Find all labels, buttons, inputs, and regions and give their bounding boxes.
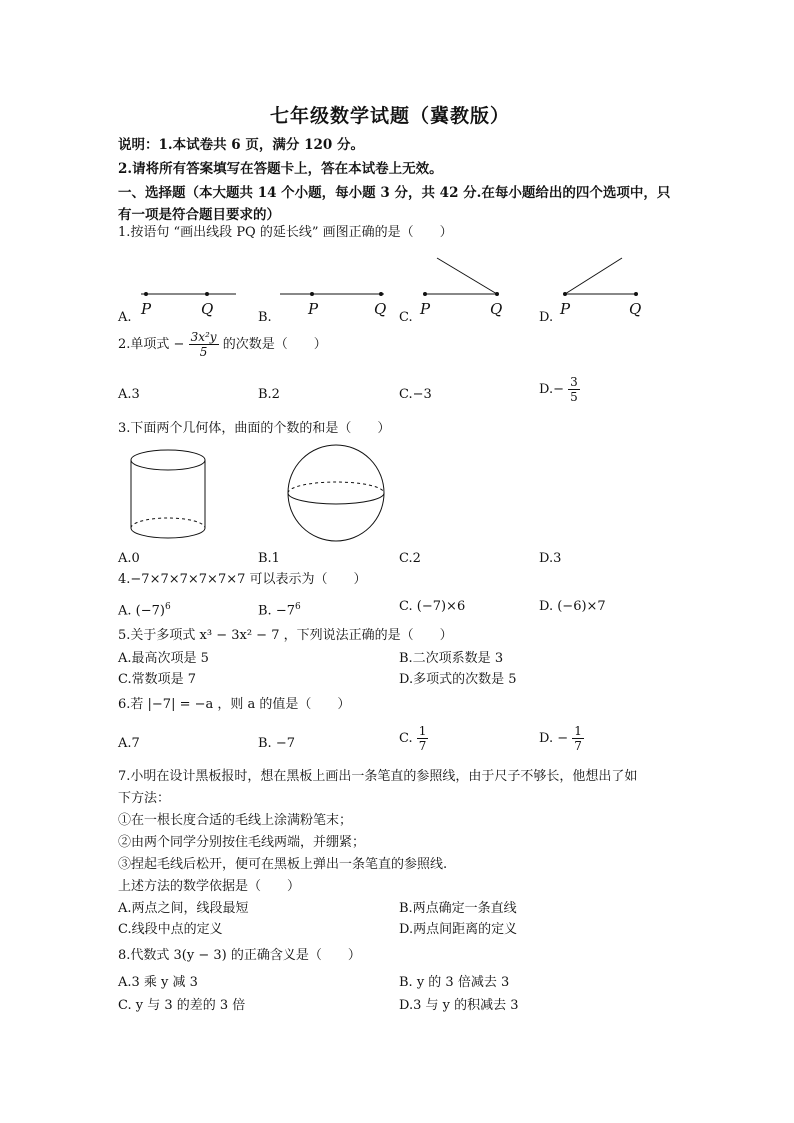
q4-option-d: D. (−6)×7 <box>539 599 606 614</box>
q3-figures <box>0 443 794 553</box>
q2-option-d-fraction <box>568 375 580 404</box>
q6-option-b: B. −7 <box>258 736 295 751</box>
q1-a-label-q: Q <box>201 300 214 318</box>
section-heading-line-2: 有一项是符合题目要求的） <box>118 207 280 223</box>
q7-stem-line-2: 下方法： <box>118 791 171 806</box>
q1-a-label-p: P <box>141 300 152 318</box>
q1-option-d: D. <box>539 310 554 325</box>
q6-d-den: 7 <box>574 739 582 753</box>
q6-option-c-label: C. <box>399 731 413 746</box>
q1-figure-b <box>280 292 386 318</box>
q1-b-label-q: Q <box>374 300 387 318</box>
q6-c-den: 7 <box>418 739 427 753</box>
q7-stem-line-1: 7.小明在设计黑板报时，想在黑板上画出一条笔直的参照线，由于尺子不够长，他想出了如 <box>118 769 638 784</box>
q4-option-b-exp: 6 <box>294 602 301 612</box>
q2-frac-num: 3x²y <box>190 330 217 344</box>
q6-option-d-label: D. − <box>539 731 569 746</box>
q2-option-b: B.2 <box>258 387 280 402</box>
q1-d-label-q: Q <box>629 300 642 318</box>
q6-d-num: 1 <box>574 724 582 738</box>
sphere-figure <box>288 445 384 541</box>
q2-stem-post: 的次数是（ ） <box>222 337 327 352</box>
q7-step-3: ③捏起毛线后松开，便可在黑板上弹出一条笔直的参照线. <box>118 857 448 872</box>
q7-ask: 上述方法的数学依据是（ ） <box>118 879 301 894</box>
q1-option-c: C. <box>399 310 413 325</box>
q2-d-num: 3 <box>570 375 578 389</box>
q7-option-a: A.两点之间，线段最短 <box>118 901 249 916</box>
q4-option-a-exp: 6 <box>164 602 171 612</box>
q1-d-label-p: P <box>560 300 571 318</box>
q1-b-label-p: P <box>308 300 319 318</box>
q2-option-d-label: D.− <box>539 382 564 397</box>
q1-option-b: B. <box>258 310 272 325</box>
q8-option-c: C. y 与 3 的差的 3 倍 <box>118 998 246 1013</box>
q4-option-a <box>118 599 171 619</box>
section-heading-line-1: 一、选择题（本大题共 14 个小题，每小题 3 分，共 42 分.在每小题给出的四个选项中，只 <box>118 185 671 201</box>
q1-figure-c <box>419 258 502 318</box>
q1-option-a: A. <box>118 310 132 325</box>
q3-stem: 3.下面两个几何体，曲面的个数的和是（ ） <box>118 421 391 436</box>
q6-option-d <box>539 724 584 753</box>
q5-stem: 5.关于多项式 x³ − 3x² − 7 ，下列说法正确的是（ ） <box>118 628 453 643</box>
q1-c-label-p: P <box>420 300 431 318</box>
q1-stem: 1.按语句 “画出线段 PQ 的延长线” 画图正确的是（ ） <box>118 225 453 240</box>
q2-frac-den: 5 <box>199 345 208 359</box>
q6-option-d-fraction <box>572 724 584 753</box>
q6-option-c-fraction <box>417 724 429 753</box>
q2-d-den: 5 <box>570 390 578 404</box>
q7-option-d: D.两点间距离的定义 <box>399 922 518 937</box>
q8-option-a: A.3 乘 y 减 3 <box>118 975 198 990</box>
q7-step-1: ①在一根长度合适的毛线上涂满粉笔末； <box>118 813 353 828</box>
q6-c-num: 1 <box>418 724 427 738</box>
q8-option-d: D.3 与 y 的积减去 3 <box>399 998 519 1013</box>
q6-option-a: A.7 <box>118 736 140 751</box>
q3-option-d: D.3 <box>539 551 562 566</box>
q2-option-d <box>539 375 580 404</box>
q6-stem: 6.若 |−7| = −a ，则 a 的值是（ ） <box>118 697 351 712</box>
q4-option-c: C. (−7)×6 <box>399 599 466 614</box>
q4-option-b-base: B. −7 <box>258 603 295 619</box>
q3-option-c: C.2 <box>399 551 421 566</box>
q2-option-c: C.−3 <box>399 387 432 402</box>
q5-option-d: D.多项式的次数是 5 <box>399 672 517 687</box>
q2-monomial-fraction <box>189 330 219 359</box>
q5-option-a: A.最高次项是 5 <box>118 651 209 666</box>
note-line-1: 说明：1.本试卷共 6 页，满分 120 分。 <box>118 137 364 153</box>
cylinder-figure <box>131 450 205 538</box>
q2-option-a: A.3 <box>118 387 140 402</box>
q8-option-b: B. y 的 3 倍减去 3 <box>399 975 510 990</box>
q6-option-c <box>399 724 428 753</box>
q2-stem-pre: 2.单项式 − <box>118 337 185 352</box>
q1-figure-a <box>140 292 236 318</box>
q4-option-a-base: A. (−7) <box>118 603 165 619</box>
q8-stem: 8.代数式 3(y − 3) 的正确含义是（ ） <box>118 948 361 963</box>
note-line-2: 2.请将所有答案填写在答题卡上，答在本试卷上无效。 <box>118 161 443 177</box>
q7-step-2: ②由两个同学分别按住毛线两端，并绷紧； <box>118 835 366 850</box>
q3-option-b: B.1 <box>258 551 280 566</box>
q7-option-c: C.线段中点的定义 <box>118 922 223 937</box>
q1-figure-d <box>559 258 641 318</box>
q5-option-b: B.二次项系数是 3 <box>399 651 504 666</box>
q5-option-c: C.常数项是 7 <box>118 672 197 687</box>
q1-c-label-q: Q <box>490 300 503 318</box>
q4-stem: 4.−7×7×7×7×7×7 可以表示为（ ） <box>118 572 367 587</box>
page-title: 七年级数学试题（冀教版） <box>270 105 511 127</box>
q2-stem <box>118 330 327 359</box>
q4-option-b <box>258 599 301 619</box>
q3-option-a: A.0 <box>118 551 140 566</box>
q7-option-b: B.两点确定一条直线 <box>399 901 517 916</box>
